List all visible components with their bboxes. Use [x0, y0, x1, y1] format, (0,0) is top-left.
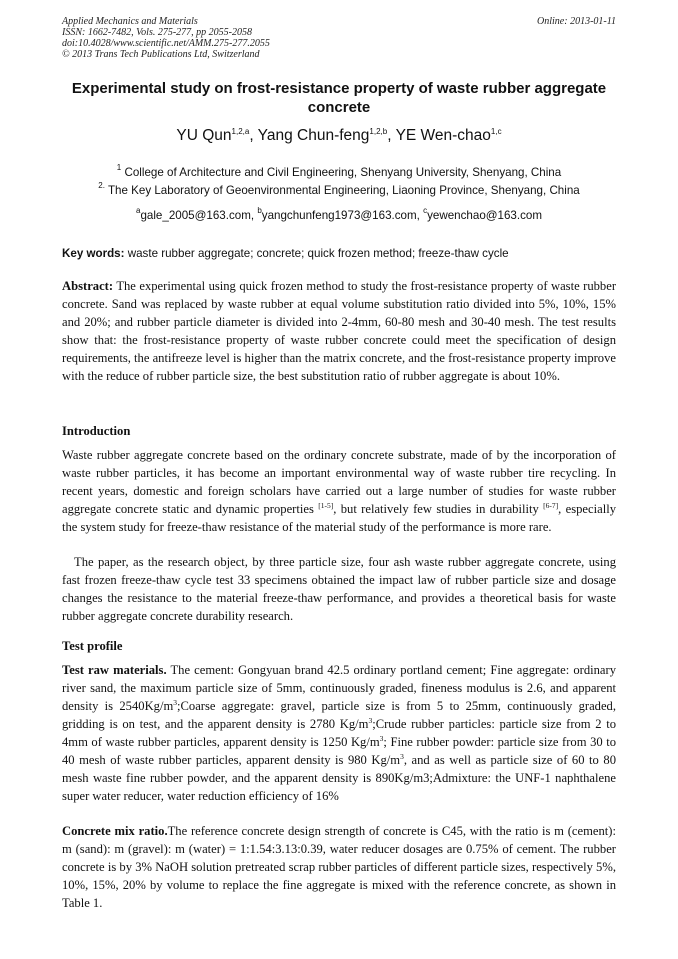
author-list: YU Qun$^{1,2,a}$, Yang Chun-feng$^{1,2,b}$, YE Wen-chao$^{1,c}$ [176, 127, 502, 144]
paragraph-text: , especially the system study for freeze-thaw resistance of the material study of the performance is more rare. [62, 502, 616, 534]
unit-superscript: 3 [379, 734, 384, 743]
author-superscript: 1,2,b [369, 127, 388, 136]
paragraph-text: ; Fine rubber powder: particle size from 30 to 40 mesh of waste rubber particles, apparent density is 980 Kg/m [62, 735, 617, 767]
introduction-paragraph-1 [62, 446, 616, 536]
author-name: Yang Chun-feng [257, 127, 370, 144]
paragraph-text: , but relatively few studies in durability [333, 502, 544, 516]
keywords [62, 247, 616, 261]
email-address[interactable]: yangchunfeng1973@163.com, [261, 209, 420, 222]
section-heading-test-profile: Test profile [62, 639, 123, 653]
journal-issn: ISSN: 1662-7482, Vols. 275-277, pp 2055-2058 [62, 27, 252, 38]
concrete-mix-ratio-paragraph [62, 822, 616, 912]
abstract-label: Abstract: [62, 279, 114, 293]
citation[interactable]: [6-7] [543, 501, 559, 510]
email-address[interactable]: gale_2005@163.com, [140, 209, 255, 222]
journal-copyright: © 2013 Trans Tech Publications Ltd, Switzerland [62, 49, 260, 60]
email-superscript: c [423, 206, 428, 215]
paragraph-text: Waste rubber aggregate concrete based on the ordinary concrete substrate, made of by the incorporation of waste rubber particles, it has become an important environmental way of waste rubber tire recycling. In recent years, domestic and foreign scholars have carried out a large number of studies for waste rubber aggregate concrete static and dynamic properties [62, 448, 616, 516]
paper-title: Experimental study on frost-resistance property of waste rubber aggregate concrete [71, 80, 607, 116]
author-name: YU Qun [176, 127, 232, 144]
author-name: YE Wen-chao [395, 127, 491, 144]
author-superscript: 1,c [490, 127, 502, 136]
email-superscript: a [136, 206, 141, 215]
section-heading-introduction: Introduction [62, 424, 131, 438]
online-date: Online: 2013-01-11 [537, 16, 616, 27]
affiliation-superscript: 2. [98, 181, 105, 190]
paragraph-text: ;Crude rubber particles: particle size from 2 to 4mm of waste rubber particles, apparent density is 1250 Kg/m [62, 717, 617, 749]
introduction-paragraph-2: The paper, as the research object, by three particle size, four ash waste rubber aggregate concrete, using fast frozen freeze-thaw cycle test 33 specimens obtained the impact law of rubber particle size and dosage changes the resistance to the material freeze-thaw performance, and provides a theoretical basis for waste rubber aggregate concrete durability research. [62, 555, 616, 623]
paragraph-text: ;Coarse aggregate: gravel, particle size is from 5 to 25mm, continuously graded, gridding is on test, and the apparent density is 2780 Kg/m [62, 699, 617, 731]
keywords-label: Key words: [62, 247, 125, 260]
unit-superscript: 3 [400, 752, 404, 761]
paragraph-label: Concrete mix ratio. [62, 824, 168, 838]
test-raw-materials-paragraph [62, 661, 616, 805]
journal-name: Applied Mechanics and Materials [62, 16, 198, 27]
keywords-text: waste rubber aggregate; concrete; quick frozen method; freeze-thaw cycle [127, 247, 509, 260]
citation[interactable]: [1-5] [318, 501, 334, 510]
author-superscript: 1,2,a [231, 127, 250, 136]
affiliation-1 [62, 163, 616, 180]
email-list [62, 206, 616, 223]
abstract-text: The experimental using quick frozen method to study the frost-resistance property of waste rubber concrete. Sand was replaced by waste rubber at equal volume substitution ratio divided into 5%, 10%, 15% and 20%; and rubber particle diameter is divided into 2-4mm, 60-80 mesh and 30-40 mesh. The test results show that: the frost-resistance property of waste rubber concrete could meet the specification of design requirements, the antifreeze level is higher than the matrix concrete, and the frost-resistance property improve with the reduce of rubber particle size, the best substitution ratio of rubber aggregate is about 10%. [62, 279, 617, 383]
journal-doi: doi:10.4028/www.scientific.net/AMM.275-277.2055 [62, 38, 270, 49]
affiliation-text: College of Architecture and Civil Engineering, Shenyang University, Shenyang, China [124, 166, 562, 179]
email-address[interactable]: yewenchao@163.com [427, 209, 542, 222]
unit-superscript: 3 [173, 698, 178, 707]
affiliation-2 [62, 181, 616, 198]
journal-header [62, 16, 616, 60]
unit-superscript: 3 [368, 716, 373, 725]
affiliation-superscript: 1 [116, 163, 122, 172]
email-superscript: b [257, 206, 262, 215]
paragraph-text: The reference concrete design strength of concrete is C45, with the ratio is m (cement): m (sand): m (gravel): m (water) = 1:1.54:3.13:0.39, water reducer dosages are 0.75% of cement. The rubber concrete is by 3% NaOH solution pretreated scrap rubber particles of different particle sizes, respectively 5%, 10%, 15%, 20% by volume to replace the fine aggregate is mixed with the reference concrete, as shown in Table 1. [62, 824, 616, 910]
affiliation-text: The Key Laboratory of Geoenvironmental Engineering, Liaoning Province, Shenyang, China [107, 184, 580, 197]
paragraph-text: , and as well as particle size of 60 to 80 mesh waste fine rubber powder, and the apparent density is 890Kg/m3;Admixture: the UNF-1 naphthalene super water reducer, water reduction efficiency of 16% [62, 753, 616, 803]
abstract [62, 277, 616, 385]
paragraph-text: The cement: Gongyuan brand 42.5 ordinary portland cement; Fine aggregate: ordinary river sand, the maximum particle size of 5mm, continuously graded, fineness modulus is 2.6, and apparent density is 2540Kg/m [62, 663, 616, 713]
paragraph-label: Test raw materials. [62, 663, 167, 677]
